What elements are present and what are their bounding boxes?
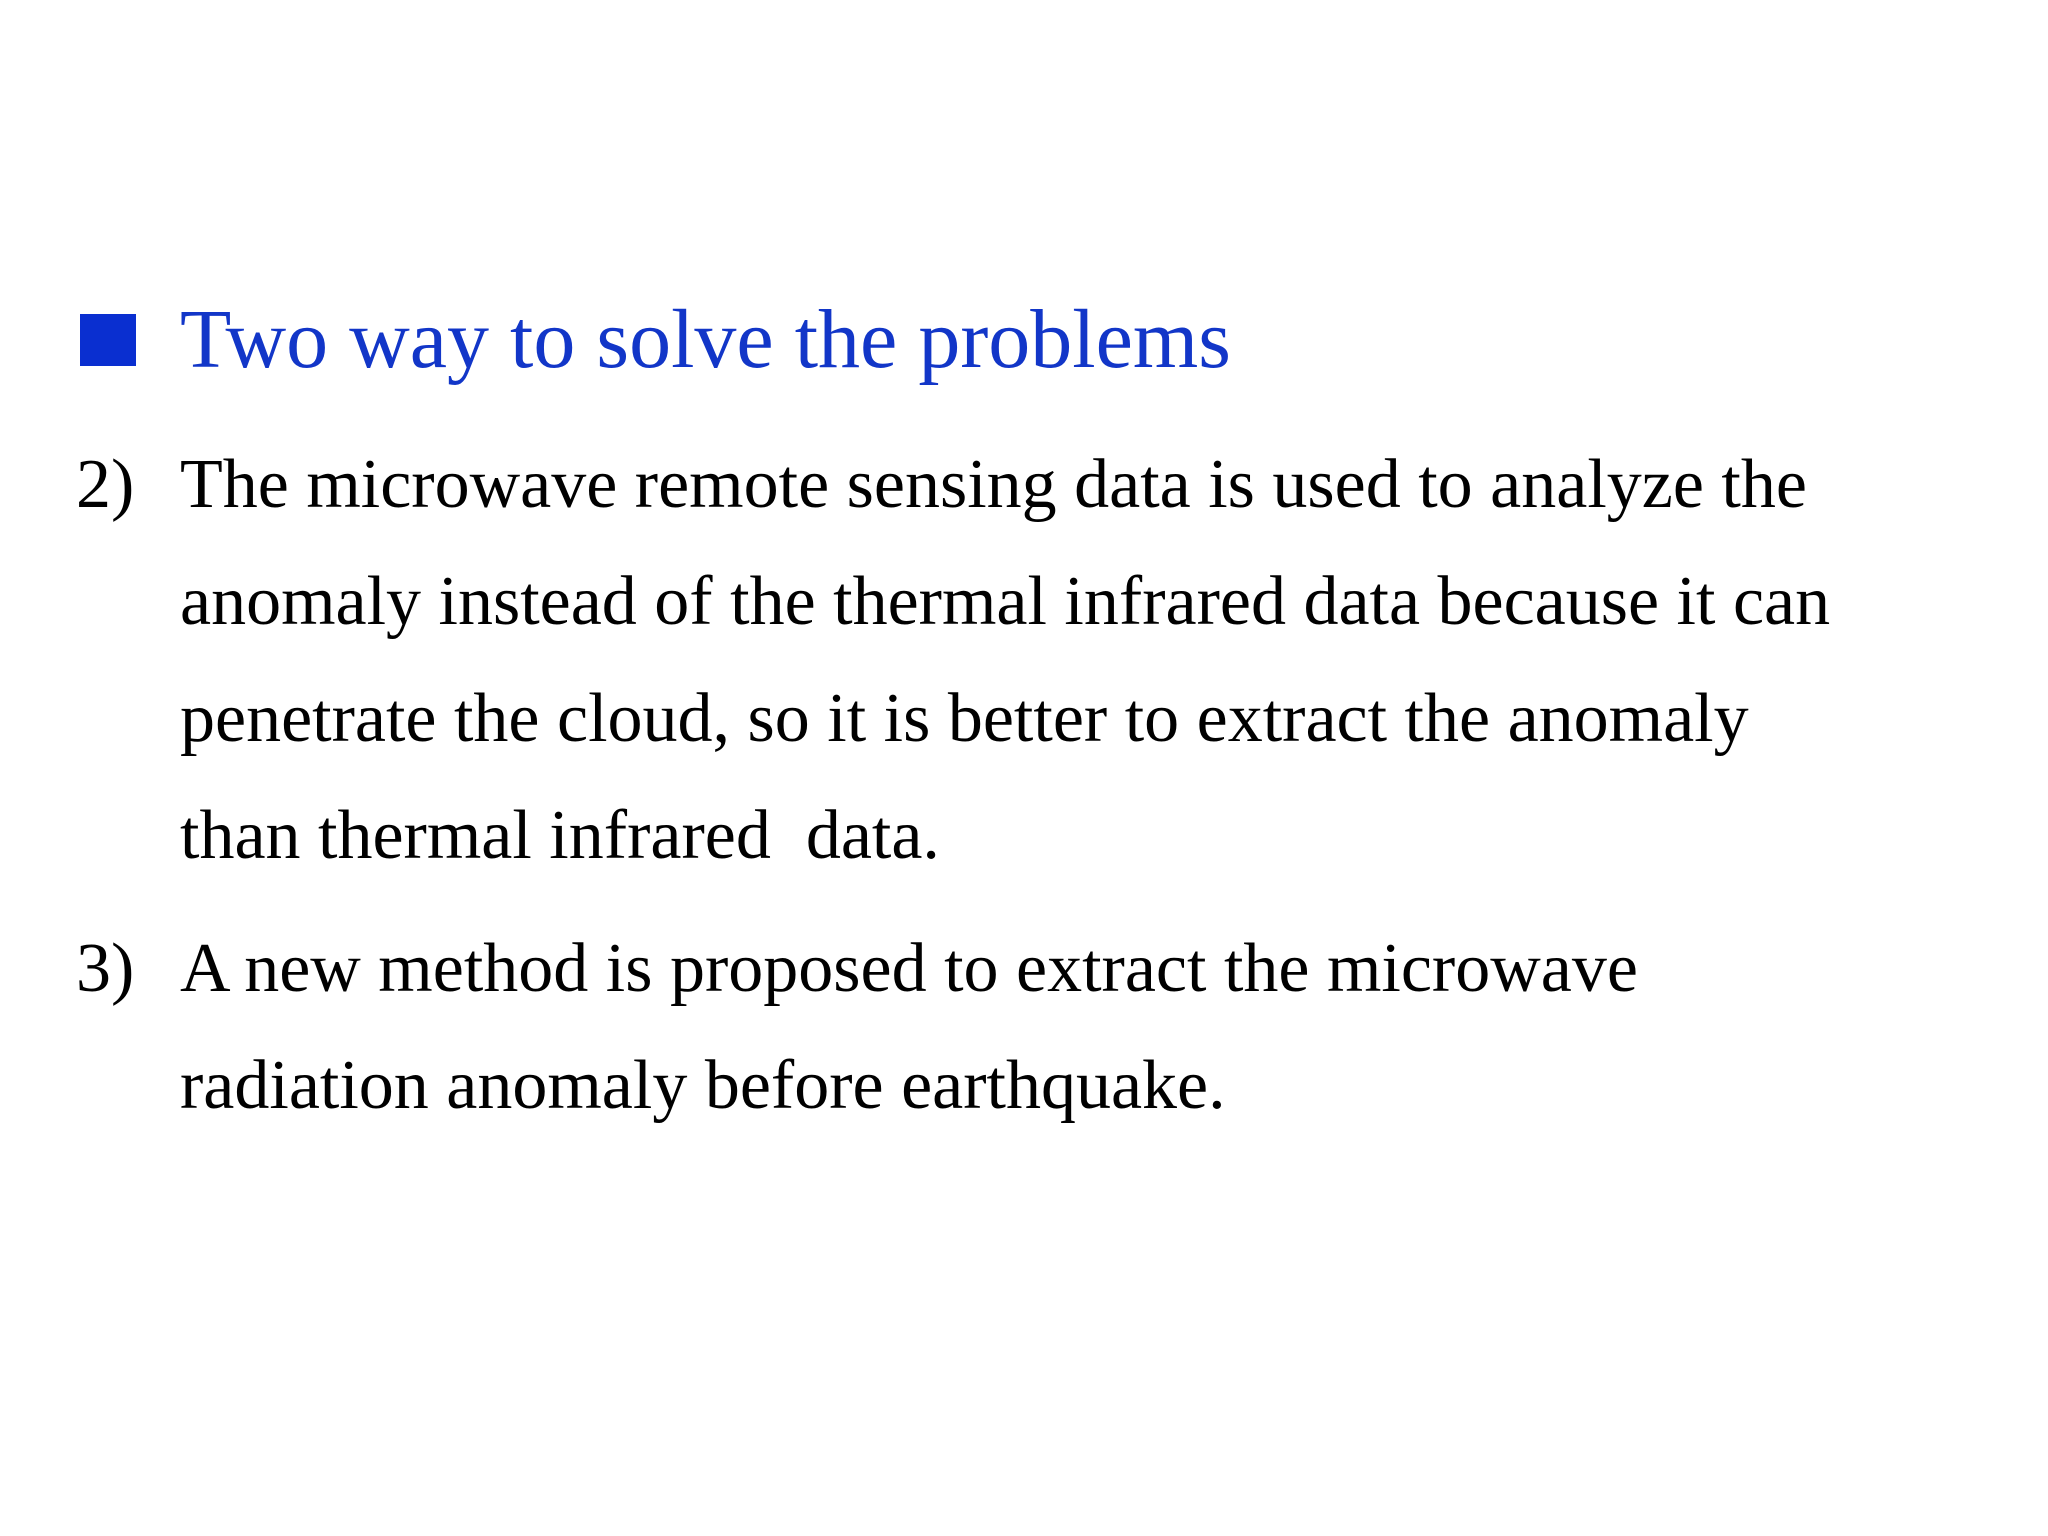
text-line: The microwave remote sensing data is used to analyze the <box>180 446 1807 523</box>
list-item-text <box>180 910 1638 1144</box>
list-item-text <box>180 426 1830 894</box>
list-item-number: 2) <box>76 446 135 523</box>
text-line: radiation anomaly before earthquake. <box>180 1047 1226 1124</box>
text-line: than thermal infrared data. <box>180 797 940 874</box>
heading-row <box>80 280 1231 400</box>
text-line: A new method is proposed to extract the microwave <box>180 930 1638 1007</box>
text-line: anomaly instead of the thermal infrared data because it can <box>180 563 1831 640</box>
square-bullet-icon <box>80 314 136 366</box>
heading-title: Two way to solve the problems <box>180 293 1231 386</box>
text-line: penetrate the cloud, so it is better to extract the anomaly <box>180 680 1749 757</box>
list-item-number: 3) <box>76 930 135 1007</box>
